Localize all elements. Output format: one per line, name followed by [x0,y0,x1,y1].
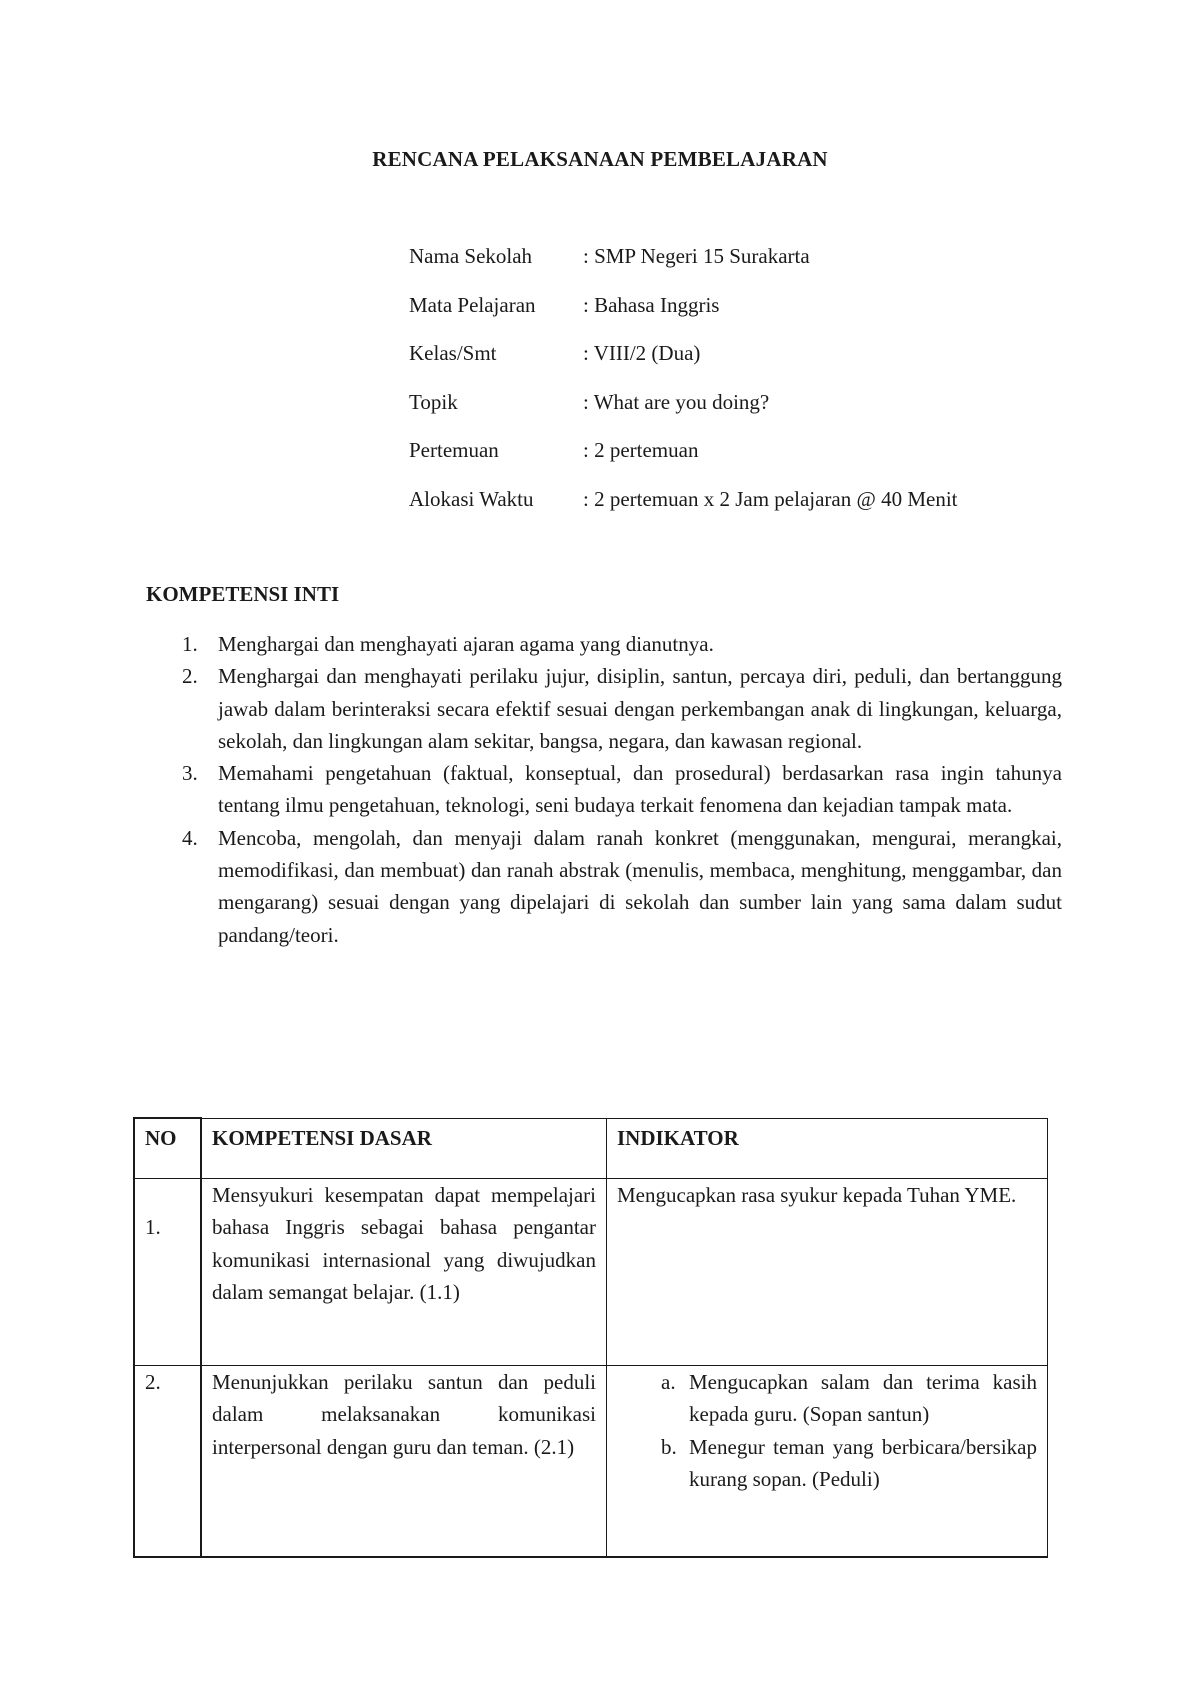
list-item [146,757,1062,822]
list-item [146,660,1062,757]
info-row-class [409,340,957,389]
list-item-text: Mencoba, mengolah, dan menyaji dalam ranah konkret (menggunakan, mengurai, merangkai, memodifikasi, dan membuat) dan ranah abstrak (menulis, membaca, menghitung, menggambar, dan mengarang) sesuai dengan yang dipelajari di sekolah dan sumber lain yang sama dalam sudut pandang/teori. [218,825,1062,947]
header-no: NO [134,1118,201,1179]
info-label: Nama Sekolah [409,244,533,268]
header-kompetensi-dasar: KOMPETENSI DASAR [201,1118,607,1179]
list-letter: b. [661,1434,677,1459]
list-number: 2. [182,664,198,689]
kompetensi-dasar-table [133,1117,1048,1558]
list-letter: a. [661,1370,676,1394]
info-row-subject [409,292,957,341]
info-row-time-allocation [409,486,957,535]
list-item [146,822,1062,951]
info-label: Topik [409,389,458,414]
section-heading-kompetensi-inti: KOMPETENSI INTI [146,582,340,606]
list-item-text: Menegur teman yang berbicara/bersikap kurang sopan. (Peduli) [689,1434,1037,1491]
list-item-text: Menghargai dan menghayati perilaku jujur, disiplin, santun, percaya diri, peduli, dan bertanggung jawab dalam berinteraksi secara efektif sesuai dengan perkembangan anak di lingkungan, keluarga, sekolah, dan lingkungan alam sekitar, bangsa, negara, dan kawasan regional. [218,664,1062,753]
indikator-list [617,1366,1037,1495]
cell-indikator [607,1366,1048,1558]
info-row-meetings [409,437,957,486]
list-item-text: Memahami pengetahuan (faktual, konseptual, dan prosedural) berdasarkan rasa ingin tahunya tentang ilmu pengetahuan, teknologi, seni budaya terkait fenomena dan kejadian tampak mata. [218,761,1062,818]
info-value: : Bahasa Inggris [583,292,720,317]
info-value: : VIII/2 (Dua) [583,341,701,365]
list-item [617,1366,1037,1431]
info-value: : SMP Negeri 15 Surakarta [583,244,810,268]
document-title: RENCANA PELAKSANAAN PEMBELAJARAN [372,147,828,171]
info-label: Mata Pelajaran [409,292,536,317]
cell-kompetensi-dasar: Menunjukkan perilaku santun dan peduli dalam melaksanakan komunikasi interpersonal dengan guru dan teman. (2.1) [201,1366,607,1558]
list-item-text: Menghargai dan menghayati ajaran agama yang dianutnya. [218,632,714,656]
list-item [617,1431,1037,1496]
header-indikator: INDIKATOR [607,1118,1048,1179]
list-number: 1. [182,632,198,656]
table-header-row [134,1118,1048,1179]
kompetensi-inti-list [146,628,1062,951]
cell-indikator: Mengucapkan rasa syukur kepada Tuhan YME. [607,1179,1048,1366]
list-number: 4. [182,825,198,850]
info-label: Pertemuan [409,438,499,462]
cell-kompetensi-dasar: Mensyukuri kesempatan dapat mempelajari bahasa Inggris sebagai bahasa pengantar komunikasi internasional yang diwujudkan dalam semangat belajar. (1.1) [201,1179,607,1366]
info-label: Alokasi Waktu [409,486,534,511]
list-item-text: Mengucapkan salam dan terima kasih kepada guru. (Sopan santun) [689,1370,1037,1427]
info-label: Kelas/Smt [409,341,497,365]
info-value: : 2 pertemuan [583,438,699,462]
list-item [146,628,1062,660]
identity-block [409,243,957,534]
row-number: 1. [145,1215,161,1239]
cell-no: 2. [134,1366,201,1558]
info-value: : 2 pertemuan x 2 Jam pelajaran @ 40 Menit [583,486,958,511]
table-row [134,1366,1048,1558]
cell-no [134,1179,201,1366]
info-row-topic [409,389,957,438]
info-row-school [409,243,957,292]
list-number: 3. [182,761,198,786]
info-value: : What are you doing? [583,389,770,414]
table-row [134,1179,1048,1366]
